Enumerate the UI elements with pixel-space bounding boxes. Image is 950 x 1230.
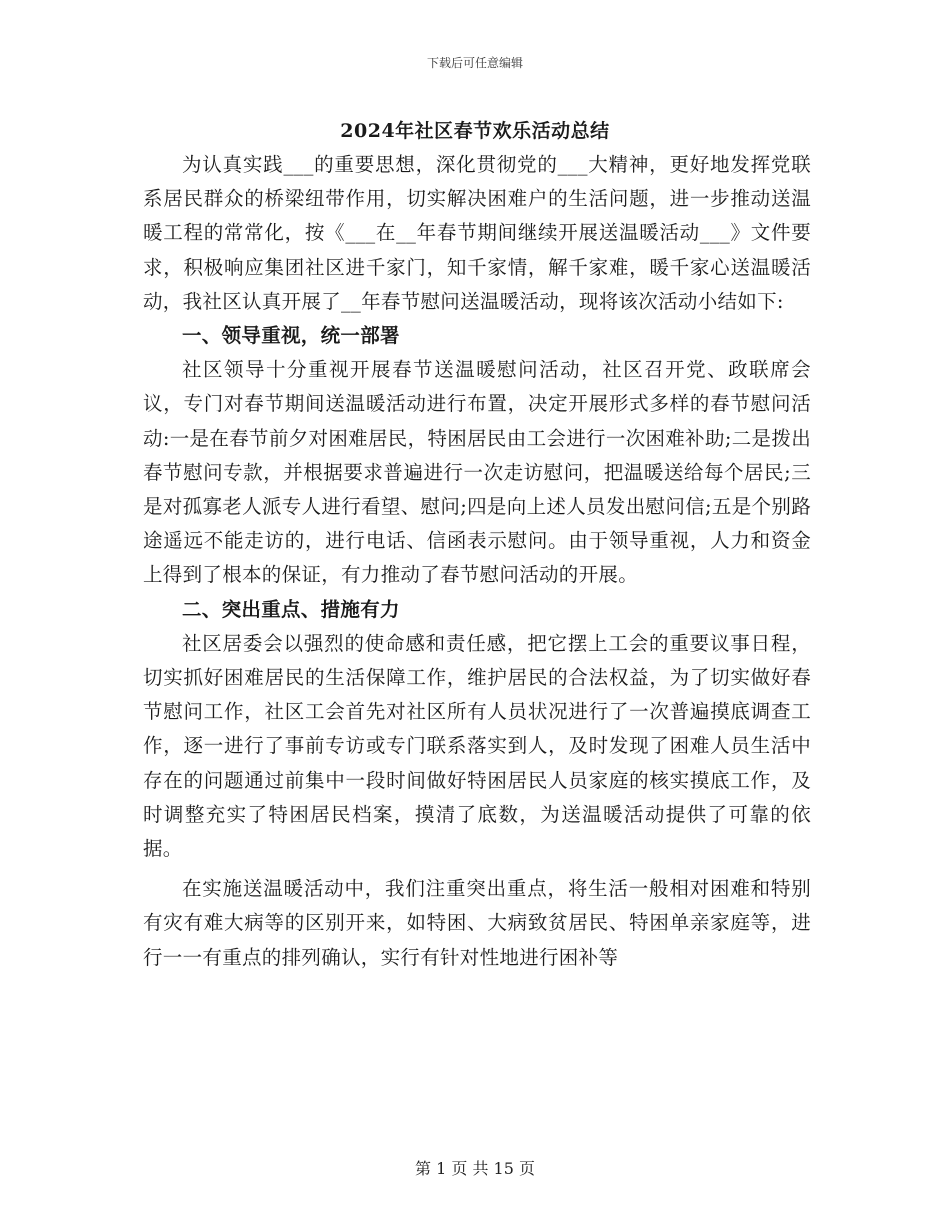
page-number: 第 1 页 共 15 页: [415, 1159, 535, 1178]
paragraph-section-2a: 社区居委会以强烈的使命感和责任感，把它摆上工会的重要议事日程，切实抓好困难居民的生活保障工作，维护居民的合法权益，为了切实做好春节慰问工作，社区工会首先对社区所有人员状况进行了一次普遍摸底调查工作，逐一进行了事前专访或专门联系落实到人，及时发现了困难人员生活中存在的问题通过前集中一段时间做好特困居民人员家庭的核实摸底工作，及时调整充实了特困居民档案，摸清了底数，为送温暖活动提供了可靠的依据。: [143, 631, 811, 861]
header-note: 下载后可任意编辑: [426, 56, 523, 70]
document-title: 2024年社区春节欢乐活动总结: [340, 120, 610, 142]
section-heading-1: 一、领导重视，统一部署: [182, 324, 400, 348]
section-heading-2: 二、突出重点、措施有力: [182, 597, 400, 621]
paragraph-intro: 为认真实践___的重要思想，深化贯彻党的___大精神，更好地发挥党联系居民群众的桥梁纽带作用，切实解决困难户的生活问题，进一步推动送温暖工程的常常化，按《___在__年春节期间继续开展送温暖活动___》文件要求，积极响应集团社区进千家门，知千家情，解千家难，暖千家心送温暖活动，我社区认真开展了__年春节慰问送温暖活动，现将该次活动小结如下:: [143, 153, 811, 313]
paragraph-section-1: 社区领导十分重视开展春节送温暖慰问活动，社区召开党、政联席会议，专门对春节期间送温暖活动进行布置，决定开展形式多样的春节慰问活动:一是在春节前夕对困难居民，特困居民由工会进行一次困难补助;二是拨出春节慰问专款，并根据要求普遍进行一次走访慰问，把温暖送给每个居民;三是对孤寡老人派专人进行看望、慰问;四是向上述人员发出慰问信;五是个别路途遥远不能走访的，进行电话、信函表示慰问。由于领导重视，人力和资金上得到了根本的保证，有力推动了春节慰问活动的开展。: [143, 358, 811, 587]
paragraph-section-2b: 在实施送温暖活动中，我们注重突出重点，将生活一般相对困难和特别有灾有难大病等的区别开来，如特困、大病致贫居民、特困单亲家庭等，进行一一有重点的排列确认，实行有针对性地进行困补等: [143, 877, 811, 969]
document-body: [143, 148, 811, 975]
